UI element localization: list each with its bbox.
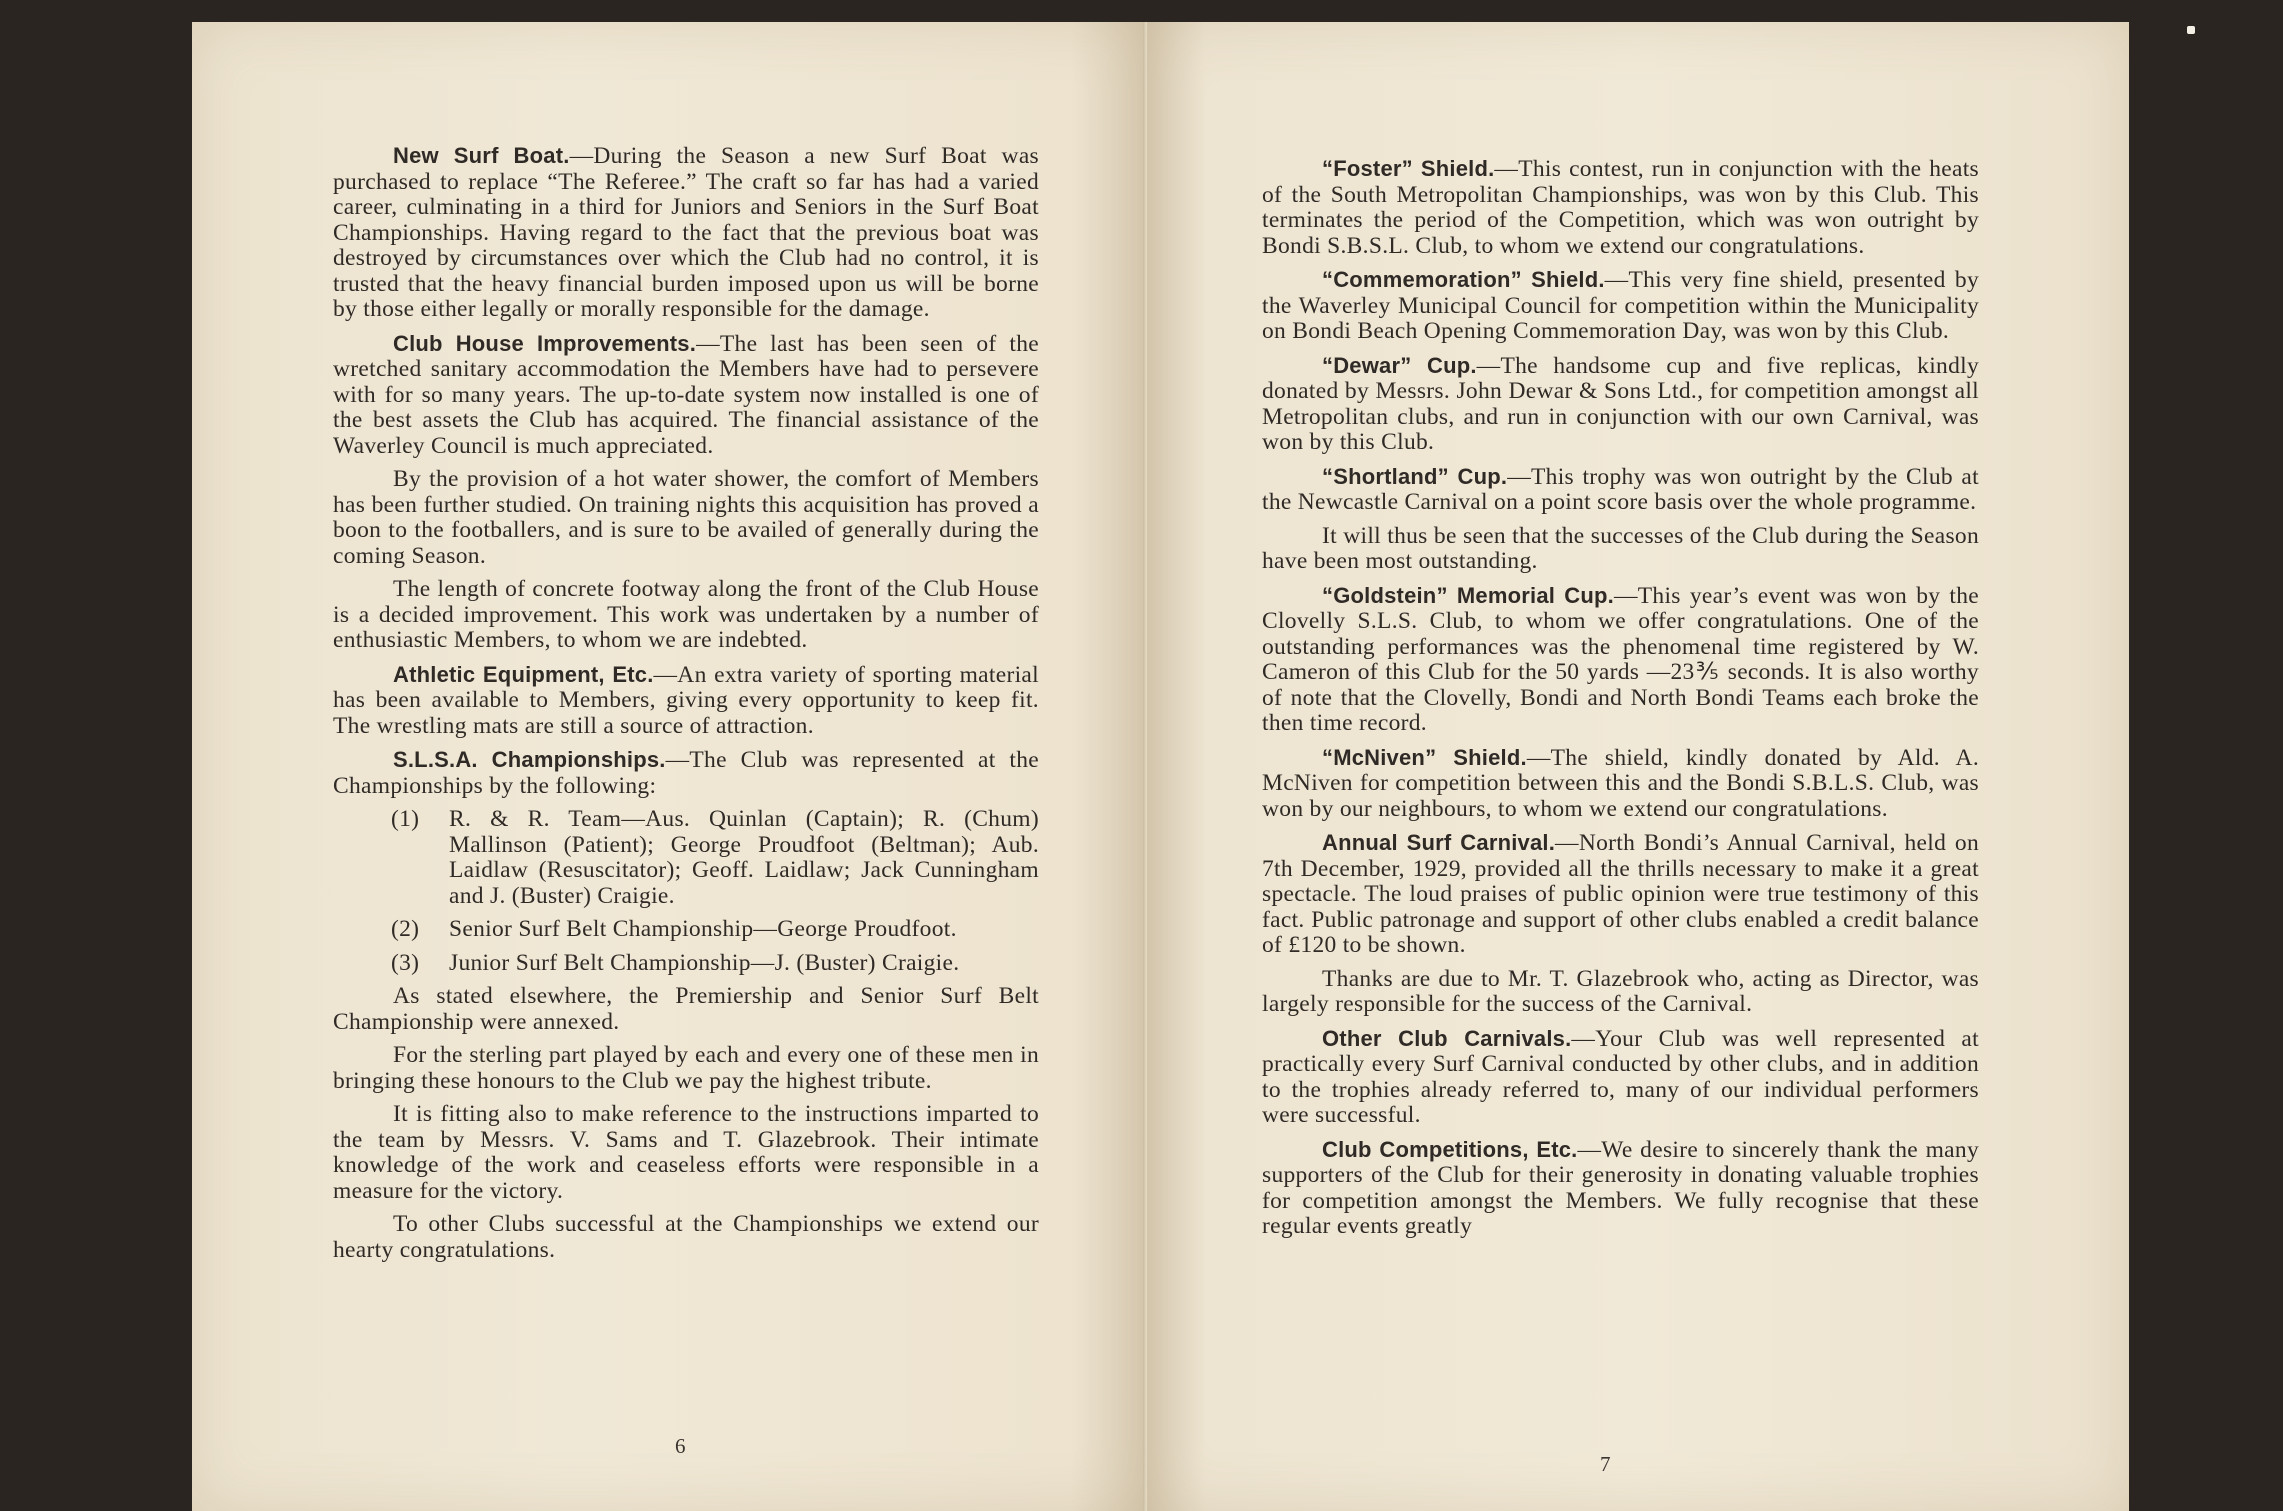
heading: “Goldstein” Memorial Cup. xyxy=(1322,582,1614,608)
para-text: To other Clubs successful at the Championships we extend our hearty congratulations. xyxy=(333,1211,1039,1263)
right-para-5 xyxy=(1262,524,1979,575)
left-para-10 xyxy=(333,1212,1039,1263)
para-text: —This contest, run in conjunction with the heats of the South Metropolitan Championships, was won by this Club. This terminates the period of the Competition, which was won outright by Bondi S.B.S.L. Club, to whom we extend our congratulations. xyxy=(1262,156,1979,259)
para-text: —This year’s event was won by the Clovelly S.L.S. Club, to whom we offer congratulations. One of the outstanding performances was the phenomenal time registered by W. Cameron of this Club for the 50 yards —23⅗ seconds. It is also worthy of note that the Clovelly, Bondi and North Bondi Teams each broke the then time record. xyxy=(1262,582,1979,736)
right-para-7 xyxy=(1262,745,1979,823)
championship-team-list xyxy=(333,807,1039,976)
right-para-6 xyxy=(1262,583,1979,737)
right-para-10 xyxy=(1262,1026,1979,1129)
right-para-9 xyxy=(1262,967,1979,1018)
heading: S.L.S.A. Championships. xyxy=(393,747,666,772)
right-para-11 xyxy=(1262,1137,1979,1240)
right-para-1 xyxy=(1262,156,1979,259)
right-para-4 xyxy=(1262,464,1979,516)
heading: “Dewar” Cup. xyxy=(1322,352,1477,378)
para-text: —Your Club was well represented at practically every Surf Carnival conducted by other clubs, and in addition to the trophies already referred to, many of our individual performers were successful. xyxy=(1262,1025,1979,1128)
heading: Club Competitions, Etc. xyxy=(1322,1136,1578,1162)
left-para-1 xyxy=(333,143,1039,323)
para-text: By the provision of a hot water shower, the comfort of Members has been further studied. On training nights this acquisition has proved a boon to the footballers, and is sure to be availed of generally during the coming Season. xyxy=(333,466,1039,569)
para-text: For the sterling part played by each and every one of these men in bringing these honours to the Club we pay the highest tribute. xyxy=(333,1042,1039,1094)
para-text: The length of concrete footway along the front of the Club House is a decided improvement. This work was undertaken by a number of enthusiastic Members, to whom we are indebted. xyxy=(333,576,1039,653)
left-para-2 xyxy=(333,331,1039,460)
heading: “McNiven” Shield. xyxy=(1322,744,1527,770)
heading: Club House Improvements. xyxy=(393,330,697,356)
para-text: As stated elsewhere, the Premiership and Senior Surf Belt Championship were annexed. xyxy=(333,983,1039,1035)
page-number: 6 xyxy=(675,1434,686,1458)
para-text: Thanks are due to Mr. T. Glazebrook who, acting as Director, was largely responsible for the success of the Carnival. xyxy=(1262,965,1979,1017)
heading: Other Club Carnivals. xyxy=(1322,1025,1572,1051)
heading: Annual Surf Carnival. xyxy=(1322,830,1556,855)
left-para-9 xyxy=(333,1102,1039,1204)
left-para-6 xyxy=(333,747,1039,799)
heading: “Commemoration” Shield. xyxy=(1322,267,1605,292)
para-text: —The Club was represented at the Championships by the following: xyxy=(333,747,1039,799)
list-text: R. & R. Team—Aus. Quinlan (Captain); R. (Chum) Mallinson (Patient); George Proudfoot (Beltman); Aub. Laidlaw (Resuscitator); Geoff. Laidlaw; Jack Cunningham and J. (Buster) Craigie. xyxy=(449,806,1039,909)
heading: “Shortland” Cup. xyxy=(1322,463,1508,489)
right-para-3 xyxy=(1262,353,1979,456)
right-para-8 xyxy=(1262,830,1979,959)
list-item xyxy=(333,917,1039,943)
left-para-5 xyxy=(333,662,1039,740)
para-text: —During the Season a new Surf Boat was purchased to replace “The Referee.” The craft so far has had a varied career, culminating in a third for Juniors and Seniors in the Surf Boat Championships. Having regard to the fact that the previous boat was destroyed by circumstances over which the Club had no control, it is trusted that the heavy financial burden imposed upon us will be borne by those either legally or morally responsible for the damage. xyxy=(333,143,1039,322)
para-text: It is fitting also to make reference to the instructions imparted to the team by Messrs. V. Sams and T. Glazebrook. Their intimate knowledge of the work and ceaseless efforts were responsible in a measure for the victory. xyxy=(333,1101,1039,1204)
heading: New Surf Boat. xyxy=(393,143,570,168)
right-page xyxy=(1147,22,2129,1511)
para-text: It will thus be seen that the successes of the Club during the Season have been most outstanding. xyxy=(1262,522,1979,574)
list-number: (2) xyxy=(391,916,420,942)
heading: “Foster” Shield. xyxy=(1322,156,1495,181)
para-text: —This trophy was won outright by the Club at the Newcastle Carnival on a point score basis over the whole programme. xyxy=(1262,463,1979,515)
para-text: —The handsome cup and five replicas, kindly donated by Messrs. John Dewar & Sons Ltd., for competition amongst all Metropolitan clubs, and run in conjunction with our own Carnival, was won by this Club. xyxy=(1262,352,1980,455)
list-number: (3) xyxy=(391,949,420,976)
list-item xyxy=(333,951,1039,977)
left-para-4 xyxy=(333,577,1039,654)
left-para-8 xyxy=(333,1043,1039,1094)
para-text: —The shield, kindly donated by Ald. A. McNiven for competition between this and the Bondi S.B.L.S. Club, was won by our neighbours, to whom we extend our congratulations. xyxy=(1262,744,1979,822)
list-item xyxy=(333,807,1039,909)
heading: Athletic Equipment, Etc. xyxy=(393,661,654,687)
para-text: —The last has been seen of the wretched sanitary accommodation the Members have had to persevere with for so many years. The up-to-date system now installed is one of the best assets the Club has acquired. The financial assistance of the Waverley Council is much appreciated. xyxy=(333,330,1039,459)
right-para-2 xyxy=(1262,267,1979,345)
para-text: —An extra variety of sporting material has been available to Members, giving every opportunity to keep fit. The wrestling mats are still a source of attraction. xyxy=(333,661,1039,739)
right-page-text xyxy=(1262,156,1979,1248)
list-number: (1) xyxy=(391,806,420,832)
para-text: —We desire to sincerely thank the many supporters of the Club for their generosity in donating valuable trophies for competition amongst the Members. We fully recognise that these regular events greatly xyxy=(1262,1136,1979,1239)
para-text: —This very fine shield, presented by the Waverley Municipal Council for competition within the Municipality on Bondi Beach Opening Commemoration Day, was won by this Club. xyxy=(1262,267,1980,344)
corner-mark xyxy=(2187,26,2195,34)
page-number: 7 xyxy=(1600,1452,1611,1476)
list-text: Junior Surf Belt Championship—J. (Buster) Craigie. xyxy=(449,949,960,976)
left-page xyxy=(192,22,1147,1511)
left-page-text xyxy=(333,143,1039,1271)
left-para-7 xyxy=(333,984,1039,1035)
para-text: —North Bondi’s Annual Carnival, held on 7th December, 1929, provided all the thrills necessary to make it a great spectacle. The loud praises of public opinion were true testimony of this fact. Public patronage and support of other clubs enabled a credit balance of £120 to be shown. xyxy=(1262,830,1979,958)
list-text: Senior Surf Belt Championship—George Proudfoot. xyxy=(449,916,957,942)
left-para-3 xyxy=(333,467,1039,569)
